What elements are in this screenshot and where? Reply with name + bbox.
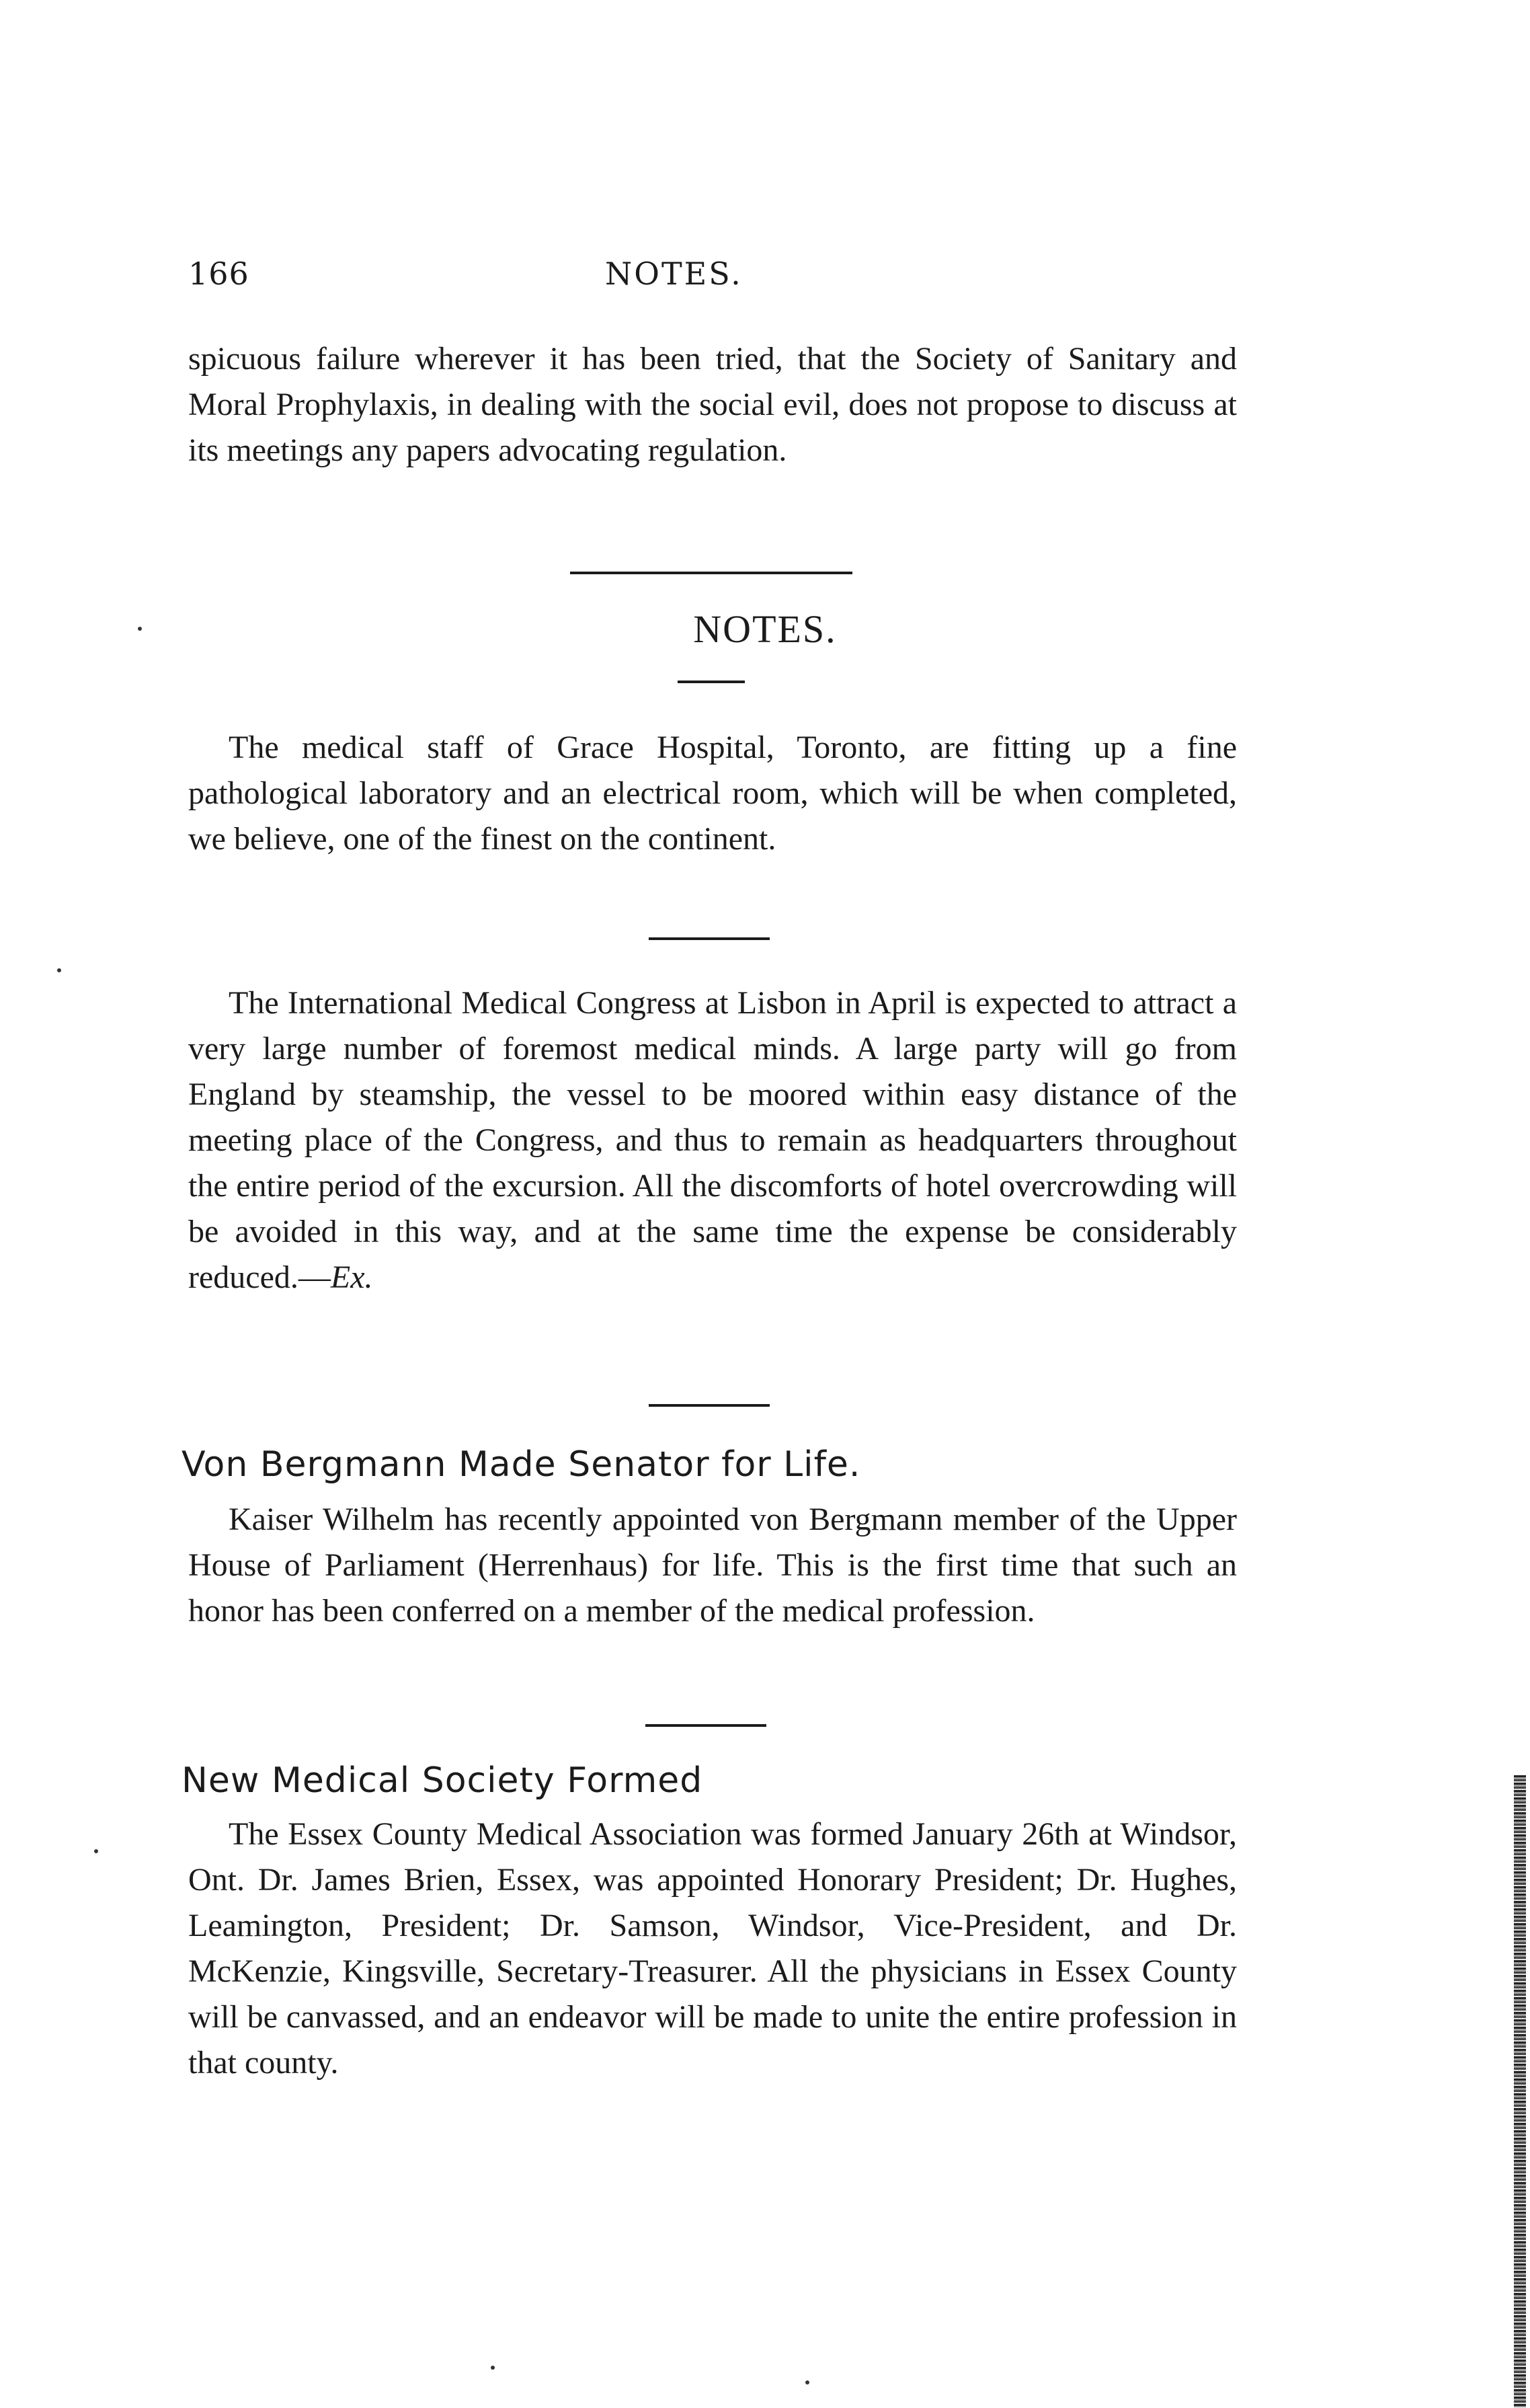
scan-speck [491, 2366, 495, 2370]
running-title: NOTES. [605, 256, 743, 292]
note-source-attribution: Ex. [330, 1259, 373, 1295]
note-medical-congress [188, 980, 1237, 1300]
section-divider-rule [570, 572, 852, 574]
note-heading-von-bergmann: Von Bergmann Made Senator for Life. [182, 1444, 861, 1485]
note-essex-medical-association: The Essex County Medical Association was formed January 26th at Windsor, Ont. Dr. James Brien, Essex, was appointed Honorary President; Dr. Hughes, Leamington, President; Dr. Samson, Windsor, Vice-President, and Dr. McKenzie, Kingsville, Secretary-Treasurer. All the physicians in Essex County will be canvassed, and an endeavor will be made to unite the entire profession in that county. [188, 1816, 1237, 2081]
note-von-bergmann: Kaiser Wilhelm has recently appointed von Bergmann member of the Upper House of Parliament (Herrenhaus) for life. This is the first time that such an honor has been conferred on a member of the medical profession. [188, 1502, 1237, 1629]
note-separator-rule [645, 1724, 766, 1727]
scan-speck [94, 1849, 98, 1853]
note-heading-medical-society: New Medical Society Formed [182, 1760, 703, 1801]
scan-speck [138, 627, 142, 631]
scan-edge-artifact [1514, 1775, 1526, 2407]
running-header [188, 256, 1237, 303]
scan-speck [805, 2380, 809, 2384]
heading-underline-rule [678, 681, 745, 683]
note-grace-hospital: The medical staff of Grace Hospital, Toronto, are fitting up a fine pathological laboratory and an electrical room, which will be when completed, we believe, one of the finest on the continent. [188, 730, 1237, 857]
section-heading: NOTES. [693, 607, 837, 651]
page-number: 166 [188, 256, 249, 292]
note-separator-rule [649, 1404, 770, 1407]
note-separator-rule [649, 937, 770, 940]
note-medical-congress-text: The International Medical Congress at Lisbon in April is expected to attract a very large number of foremost medical minds. A large party will go from England by steamship, the vessel to be moored within easy distance of the meeting place of the Congress, and thus to remain as headquarters throughout the entire period of the excursion. All the discomforts of hotel overcrowding will be avoided in this way, and at the same time the expense be considerably reduced.— [188, 985, 1237, 1295]
continued-paragraph: spicuous failure wherever it has been tried, that the Society of Sanitary and Moral Prophylaxis, in dealing with the social evil, does not propose to discuss at its meetings any papers advocating regulation. [188, 341, 1237, 468]
scan-speck [57, 968, 61, 972]
